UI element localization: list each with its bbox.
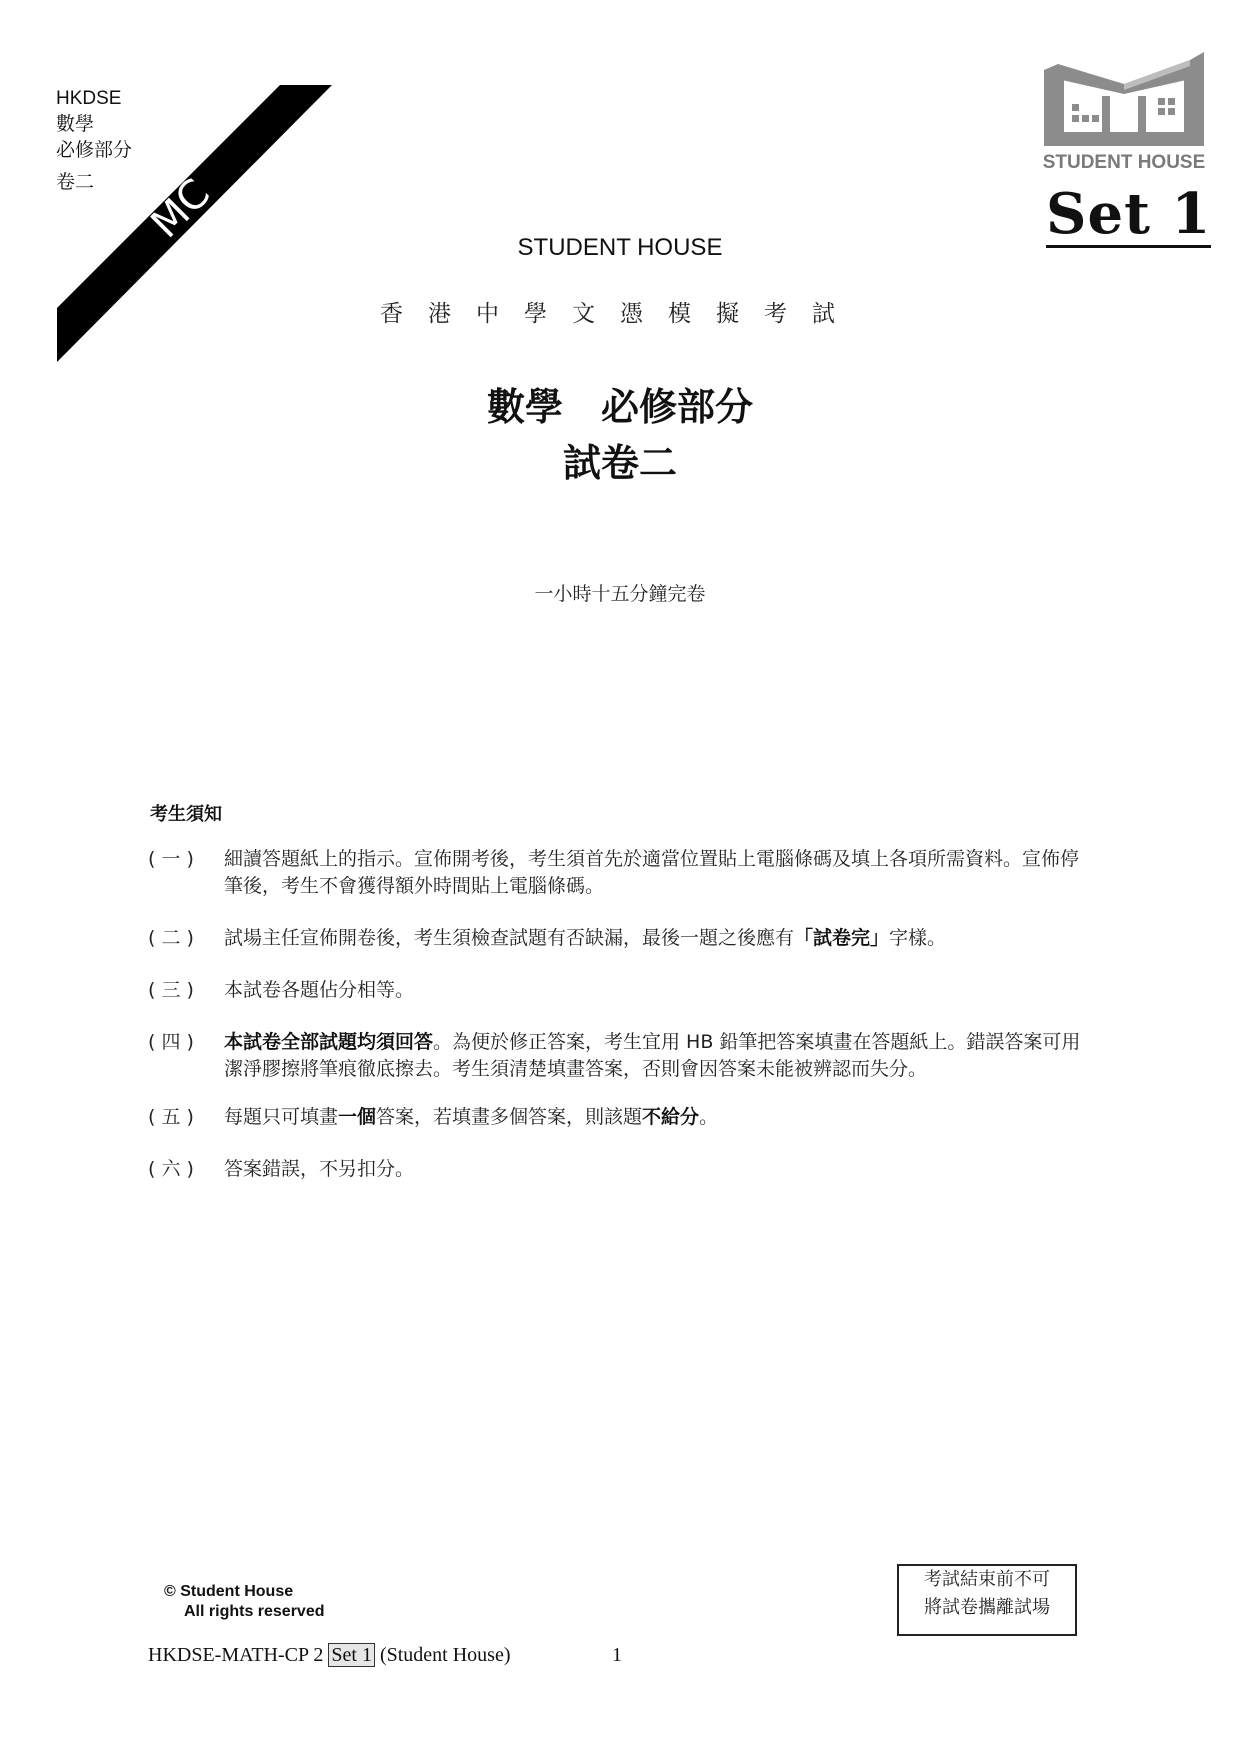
- instruction-text: 細讀答題紙上的指示。宣佈開考後，考生須首先於適當位置貼上電腦條碼及填上各項所需資料。宣佈停筆後，考生不會獲得額外時間貼上電腦條碼。: [224, 848, 1080, 897]
- instruction-text: 本試卷各題佔分相等。: [224, 979, 415, 1001]
- instruction-item: [148, 1104, 1088, 1131]
- publisher: STUDENT HOUSE: [517, 234, 723, 261]
- instruction-text: 本試卷全部試題均須回答。為便於修正答案，考生宜用 HB 鉛筆把答案填畫在答題紙上。錯誤答案可用潔淨膠擦將筆痕徹底擦去。考生須清楚填畫答案，否則會因答案未能被辨認而失分。: [224, 1031, 1081, 1080]
- page-number: 1: [612, 1644, 622, 1666]
- instruction-number: ( 一 ): [148, 848, 194, 870]
- duration: 一小時十五分鐘完卷: [534, 583, 706, 605]
- instruction-number: ( 三 ): [148, 979, 194, 1001]
- notice-box: [897, 1564, 1077, 1636]
- corner-paper: 卷二: [56, 172, 95, 193]
- instruction-text: 答案錯誤，不另扣分。: [224, 1158, 415, 1180]
- notice-line: 考試結束前不可: [924, 1569, 1050, 1590]
- instruction-text: 試場主任宣佈開卷後，考生須檢查試題有否缺漏，最後一題之後應有「試卷完」字樣。: [224, 927, 947, 949]
- mc-band-label: MC: [142, 170, 220, 248]
- footer: [148, 1644, 511, 1667]
- instruction-text: 每題只可填畫一個答案，若填畫多個答案，則該題不給分。: [224, 1106, 719, 1128]
- instruction-item: [148, 846, 1088, 900]
- instruction-number: ( 二 ): [148, 927, 194, 949]
- instruction-item: [148, 977, 1088, 1004]
- footer-set: Set 1: [328, 1643, 375, 1667]
- instructions-heading: 考生須知: [150, 804, 222, 825]
- notice-line: 將試卷攜離試場: [924, 1597, 1050, 1618]
- exam-name: 香港中學文憑模擬考試: [380, 301, 860, 327]
- corner-subject: 數學: [56, 114, 95, 135]
- book-house-logo-icon: [1040, 48, 1208, 173]
- footer-source: (Student House): [379, 1644, 511, 1666]
- emphasis-text: 「試卷完」: [794, 927, 890, 949]
- instruction-number: ( 六 ): [148, 1158, 194, 1180]
- emphasis-text: 本試卷全部試題均須回答: [224, 1031, 434, 1053]
- instruction-number: ( 四 ): [148, 1031, 194, 1053]
- set-label: Set 1: [1046, 181, 1212, 247]
- corner-part: 必修部分: [56, 140, 133, 161]
- copyright-line: All rights reserved: [184, 1603, 325, 1620]
- instruction-number: ( 五 ): [148, 1106, 194, 1128]
- emphasis-text: 一個: [338, 1106, 377, 1128]
- footer-code: HKDSE-MATH-CP 2: [148, 1644, 324, 1666]
- corner-exam: HKDSE: [56, 88, 122, 109]
- paper-title: 試卷二: [562, 441, 677, 485]
- copyright: [164, 1582, 325, 1622]
- emphasis-text: 不給分: [642, 1106, 700, 1128]
- instruction-item: [148, 1156, 1088, 1183]
- copyright-line: © Student House: [164, 1583, 294, 1600]
- instruction-item: [148, 925, 1088, 952]
- logo-text: STUDENT HOUSE: [1042, 152, 1206, 173]
- subject-title: 數學 必修部分: [486, 385, 753, 429]
- instruction-item: [148, 1029, 1088, 1083]
